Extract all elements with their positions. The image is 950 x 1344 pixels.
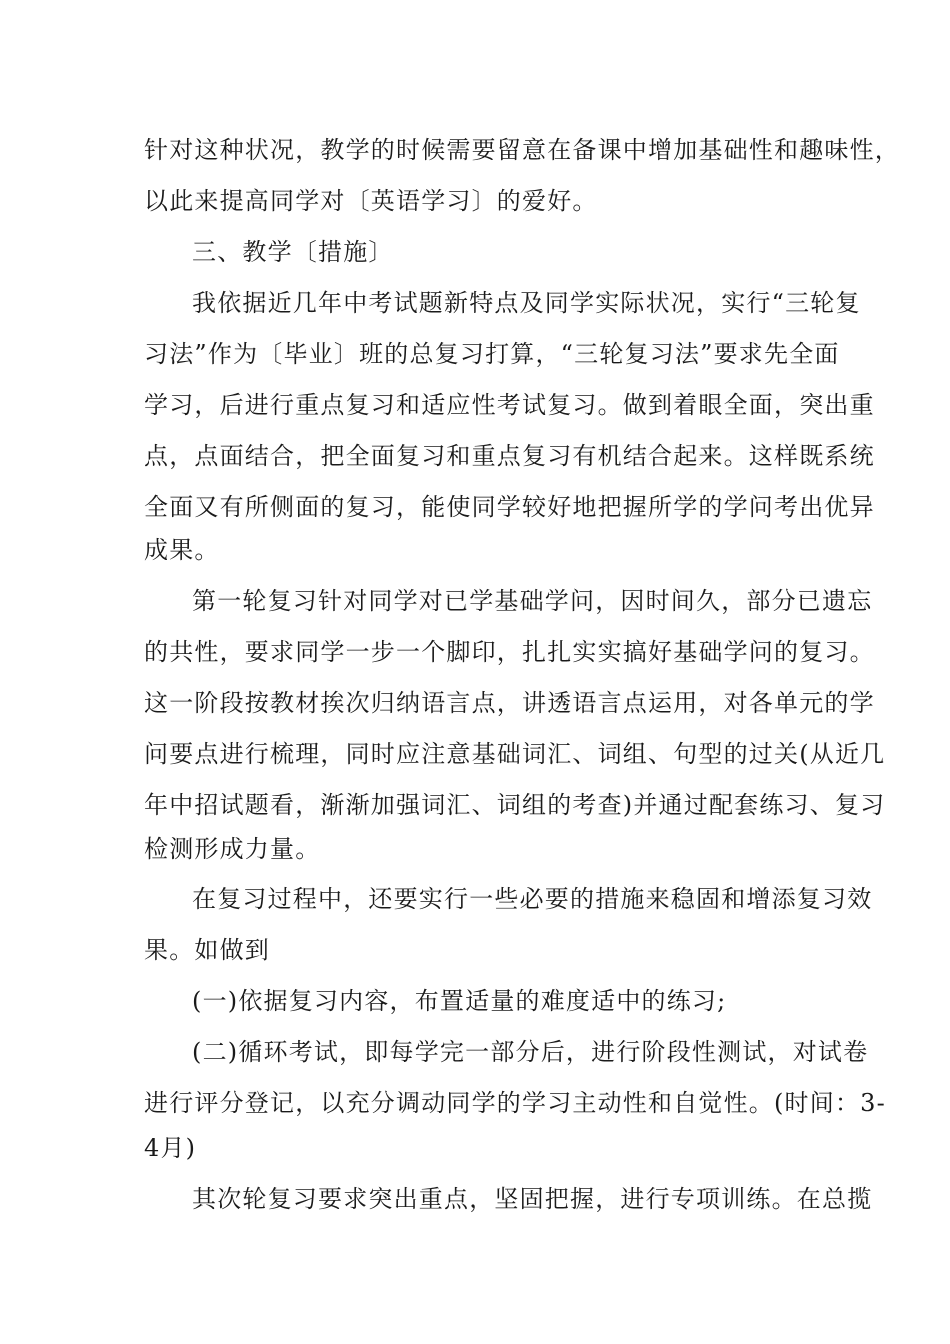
text-line: 问要点进行梳理，同时应注意基础词汇、词组、句型的过关(从近几 [144, 740, 886, 768]
list-item: (一)依据复习内容，布置适量的难度适中的练习; [192, 987, 727, 1015]
text-line: 检测形成力量。 [144, 835, 321, 863]
text-line: 以此来提高同学对〔英语学习〕的爱好。 [144, 187, 598, 215]
text-line: 在复习过程中，还要实行一些必要的措施来稳固和增添复习效 [192, 885, 873, 913]
section-heading: 三、教学〔措施〕 [192, 238, 394, 266]
text-line: 成果。 [144, 536, 220, 564]
text-line: 其次轮复习要求突出重点，坚固把握，进行专项训练。在总揽 [192, 1185, 873, 1213]
list-item: (二)循环考试，即每学完一部分后，进行阶段性测试，对试卷 [192, 1038, 869, 1066]
text-line: 的共性，要求同学一步一个脚印，扎扎实实搞好基础学问的复习。 [144, 638, 875, 666]
text-line: 果。如做到 [144, 936, 270, 964]
text-line: 年中招试题看，渐渐加强词汇、词组的考查)并通过配套练习、复习 [144, 791, 886, 819]
text-line: 进行评分登记，以充分调动同学的学习主动性和自觉性。(时间：3- [144, 1089, 886, 1117]
text-line: 学习，后进行重点复习和适应性考试复习。做到着眼全面，突出重 [144, 391, 875, 419]
text-line: 全面又有所侧面的复习，能使同学较好地把握所学的学问考出优异 [144, 493, 875, 521]
text-line: 点，点面结合，把全面复习和重点复习有机结合起来。这样既系统 [144, 442, 875, 470]
text-line: 这一阶段按教材挨次归纳语言点，讲透语言点运用，对各单元的学 [144, 689, 875, 717]
text-line: 4月) [144, 1134, 197, 1162]
text-line: 我依据近几年中考试题新特点及同学实际状况，实行“三轮复 [192, 289, 861, 317]
text-line: 第一轮复习针对同学对已学基础学问，因时间久，部分已遗忘 [192, 587, 873, 615]
text-line: 针对这种状况，教学的时候需要留意在备课中增加基础性和趣味性， [144, 136, 900, 164]
text-line: 习法”作为〔毕业〕班的总复习打算，“三轮复习法”要求先全面 [144, 340, 840, 368]
